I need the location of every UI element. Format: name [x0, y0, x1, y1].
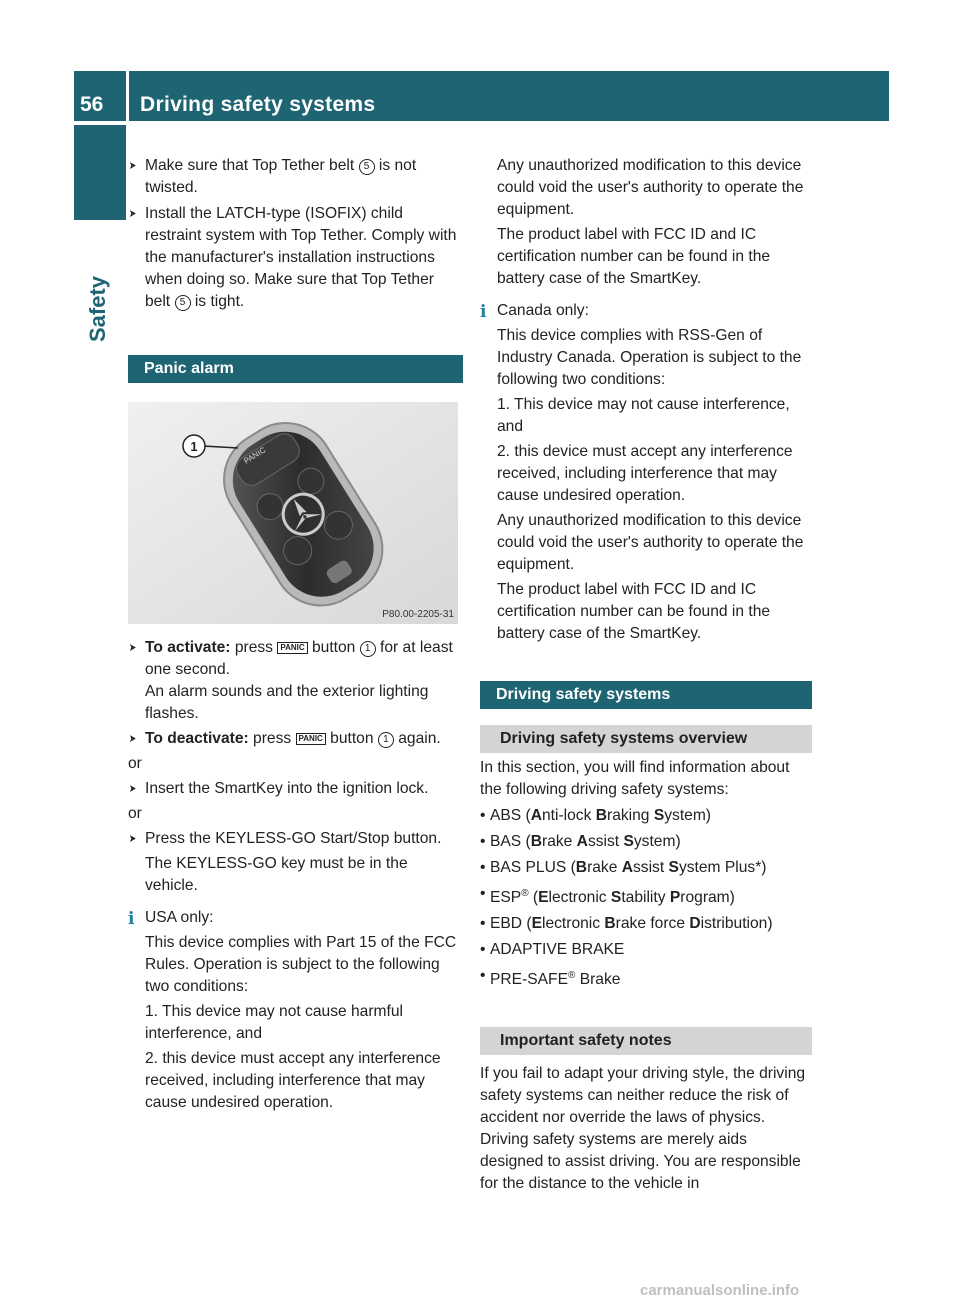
step-text: press: [234, 639, 273, 656]
step-insert-smartkey: ➤ Insert the SmartKey into the ignition lock.: [128, 778, 463, 800]
important-safety-notes-heading: Important safety notes: [480, 1027, 812, 1055]
canada-paragraph: 2. this device must accept any interference received, including interference that may cause undesired operation.: [497, 443, 793, 504]
system-pre-safe: • PRE-SAFE® Brake: [480, 965, 812, 991]
step-activate: [128, 637, 463, 681]
watermark: carmanualsonline.info: [640, 1282, 800, 1299]
driving-safety-systems-heading: Driving safety systems: [480, 681, 812, 709]
step-press-keyless-go: ➤ Press the KEYLESS-GO Start/Stop button.: [128, 828, 463, 850]
canada-paragraph: Any unauthorized modification to this device could void the user's authority to operate the equipment.: [497, 512, 804, 573]
photo-reference-code: P80.00-2205-31: [382, 609, 454, 620]
system-bas-plus: • BAS PLUS (Brake Assist System Plus*): [480, 857, 812, 879]
step-label: To activate:: [145, 639, 231, 656]
system-bas: • BAS (Brake Assist System): [480, 831, 812, 853]
usa-paragraph: The product label with FCC ID and IC certification number can be found in the battery case of the SmartKey.: [497, 226, 771, 287]
panic-alarm-heading: Panic alarm: [128, 355, 463, 383]
keyless-go-note: The KEYLESS-GO key must be in the vehicle.: [145, 855, 408, 894]
system-ebd: • EBD (Electronic Brake force Distribution): [480, 913, 812, 935]
system-esp: • ESP® (Electronic Stability Program): [480, 883, 812, 909]
step-deactivate: [128, 728, 463, 750]
info-icon: i: [128, 909, 135, 929]
step-install-latch: [128, 203, 463, 313]
step-text: is not twisted.: [145, 157, 417, 196]
key-panic-label: PANIC: [242, 445, 268, 466]
step-label: To deactivate:: [145, 730, 249, 747]
side-tab-block: [74, 125, 126, 220]
step-text: for at least one second.: [145, 639, 453, 678]
usa-paragraph: 1. This device may not cause harmful interference, and: [145, 1003, 403, 1042]
canada-paragraph: The product label with FCC ID and IC certification number can be found in the battery case of the SmartKey.: [497, 581, 771, 642]
step-text: button: [311, 639, 356, 656]
or-text: or: [128, 755, 142, 772]
canada-paragraph: This device complies with RSS-Gen of Industry Canada. Operation is subject to the following two conditions:: [497, 327, 802, 388]
smartkey-illustration: [128, 402, 458, 624]
info-usa: [128, 907, 463, 929]
callout-number: 1: [378, 732, 394, 748]
system-abs: • ABS (Anti-lock Braking System): [480, 805, 812, 827]
usa-paragraph: Any unauthorized modification to this device could void the user's authority to operate the equipment.: [497, 157, 804, 218]
panic-button-icon: PANIC: [296, 733, 326, 745]
step-text: is tight.: [194, 293, 245, 310]
step-text: Make sure that Top Tether belt: [145, 157, 355, 174]
callout-number: 5: [175, 295, 191, 311]
info-title: USA only:: [145, 909, 214, 926]
usa-paragraph: 2. this device must accept any interference received, including interference that may cause undesired operation.: [145, 1050, 441, 1111]
section-side-label: Safety: [85, 275, 110, 342]
step-top-tether-not-twisted: [128, 155, 463, 199]
header-divider: [126, 71, 129, 121]
page-number: 56: [80, 93, 104, 116]
page-title: Driving safety systems: [140, 93, 376, 116]
right-column: [480, 155, 812, 1195]
safety-notes-paragraph: If you fail to adapt your driving style, the driving safety systems can neither reduce the risk of accident nor override the laws of physics. Driving safety systems are merely aids designed to assist driving. You are responsible for the distance to the vehicle in: [480, 1065, 806, 1193]
info-icon: i: [480, 302, 487, 322]
photo-callout-1: 1: [190, 439, 198, 454]
callout-number: 1: [360, 641, 376, 657]
or-text: or: [128, 805, 142, 822]
left-column-top: [128, 155, 463, 399]
activate-result: An alarm sounds and the exterior lighting flashes.: [145, 683, 429, 722]
overview-heading: Driving safety systems overview: [480, 725, 812, 753]
canada-paragraph: 1. This device may not cause interference, and: [497, 396, 790, 435]
panic-button-icon: PANIC: [277, 642, 307, 654]
info-canada: [480, 300, 812, 322]
step-text: button: [330, 730, 374, 747]
smartkey-photo: [128, 402, 458, 624]
system-adaptive-brake: • ADAPTIVE BRAKE: [480, 939, 812, 961]
step-text: Install the LATCH-type (ISOFIX) child restraint system with Top Tether. Comply with the manufacturer's installation instructions when doing so. Make sure that Top Tether belt: [145, 205, 457, 310]
usa-paragraph: This device complies with Part 15 of the FCC Rules. Operation is subject to the following two conditions:: [145, 934, 457, 995]
left-column-lower: [128, 637, 463, 1114]
step-text: press: [253, 730, 292, 747]
step-text: again.: [398, 730, 441, 747]
overview-intro: In this section, you will find information about the following driving safety systems:: [480, 759, 790, 798]
callout-number: 5: [359, 159, 375, 175]
info-title: Canada only:: [497, 302, 589, 319]
